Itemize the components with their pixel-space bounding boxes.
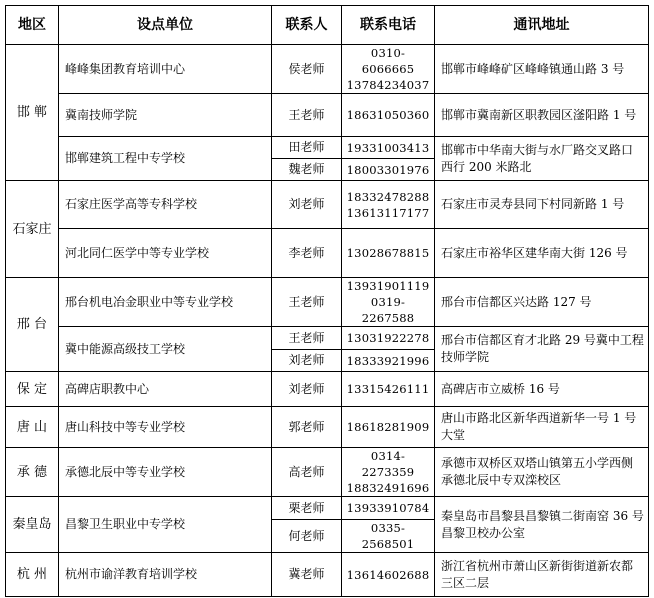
table-row (6, 137, 649, 159)
region-cell-chengde: 承 德 (6, 448, 59, 497)
unit-cell: 石家庄医学高等专科学校 (59, 181, 272, 229)
phone-cell (342, 45, 435, 94)
address-cell: 邯郸市峰峰矿区峰峰镇通山路 3 号 (435, 45, 649, 94)
unit-cell: 高碑店职教中心 (59, 372, 272, 407)
address-cell: 高碑店市立威桥 16 号 (435, 372, 649, 407)
address-cell: 承德市双桥区双塔山镇第五小学西侧承德北辰中专双滦校区 (435, 448, 649, 497)
contact-cell: 李老师 (272, 229, 342, 278)
address-cell: 邯郸市冀南新区职教园区滏阳路 1 号 (435, 94, 649, 137)
table-row (6, 372, 649, 407)
table-row (6, 448, 649, 497)
table-row (6, 407, 649, 448)
table-row (6, 229, 649, 278)
school-contact-table (5, 5, 649, 597)
unit-cell: 承德北辰中等专业学校 (59, 448, 272, 497)
contact-cell: 王老师 (272, 94, 342, 137)
phone-cell: 19331003413 (342, 137, 435, 159)
address-cell: 石家庄市灵寿县同下村同新路 1 号 (435, 181, 649, 229)
table-row (6, 327, 649, 350)
contact-cell: 王老师 (272, 327, 342, 350)
contact-cell: 刘老师 (272, 372, 342, 407)
header-unit: 设点单位 (59, 6, 272, 45)
contact-cell: 高老师 (272, 448, 342, 497)
region-cell-shijiazhuang: 石家庄 (6, 181, 59, 278)
phone-cell: 0335-2568501 (342, 520, 435, 553)
unit-cell: 邢台机电冶金职业中等专业学校 (59, 278, 272, 327)
unit-cell: 冀南技师学院 (59, 94, 272, 137)
contact-cell: 栗老师 (272, 497, 342, 520)
table-row (6, 553, 649, 597)
contact-cell: 侯老师 (272, 45, 342, 94)
unit-cell: 河北同仁医学中等专业学校 (59, 229, 272, 278)
unit-cell: 唐山科技中等专业学校 (59, 407, 272, 448)
phone-cell: 13933910784 (342, 497, 435, 520)
region-cell-handan: 邯 郸 (6, 45, 59, 181)
contact-cell: 刘老师 (272, 181, 342, 229)
contact-cell: 何老师 (272, 520, 342, 553)
contact-cell: 郭老师 (272, 407, 342, 448)
address-cell: 浙江省杭州市萧山区新街街道新农都三区二层 (435, 553, 649, 597)
phone-cell: 13614602688 (342, 553, 435, 597)
phone-number: 13784234037 (346, 78, 430, 92)
region-cell-tangshan: 唐 山 (6, 407, 59, 448)
phone-cell: 13315426111 (342, 372, 435, 407)
unit-cell: 峰峰集团教育培训中心 (59, 45, 272, 94)
phone-cell: 18631050360 (342, 94, 435, 137)
contact-cell: 魏老师 (272, 159, 342, 181)
contact-cell: 冀老师 (272, 553, 342, 597)
address-cell: 邢台市信都区兴达路 127 号 (435, 278, 649, 327)
unit-cell: 冀中能源高级技工学校 (59, 327, 272, 372)
phone-number: 18332478288 (346, 189, 430, 204)
phone-cell: 13028678815 (342, 229, 435, 278)
phone-number: 18832491696 (346, 481, 430, 495)
school-contact-table-wrapper (5, 5, 649, 597)
table-row (6, 497, 649, 520)
header-row (6, 6, 649, 45)
header-address: 通讯地址 (435, 6, 649, 45)
contact-cell: 王老师 (272, 278, 342, 327)
phone-cell: 18003301976 (342, 159, 435, 181)
address-cell: 石家庄市裕华区建华南大街 126 号 (435, 229, 649, 278)
phone-cell: 18333921996 (342, 350, 435, 372)
table-row (6, 94, 649, 137)
region-cell-xingtai: 邢 台 (6, 278, 59, 372)
region-cell-qinhuangdao: 秦皇岛 (6, 497, 59, 553)
phone-cell: 18618281909 (342, 407, 435, 448)
phone-cell (342, 181, 435, 229)
unit-cell: 昌黎卫生职业中专学校 (59, 497, 272, 553)
address-cell: 邯郸市中华南大街与水厂路交叉路口西行 200 米路北 (435, 137, 649, 181)
contact-cell: 田老师 (272, 137, 342, 159)
phone-cell (342, 448, 435, 497)
contact-cell: 刘老师 (272, 350, 342, 372)
header-phone: 联系电话 (342, 6, 435, 45)
phone-number: 0310-6066665 (361, 46, 415, 76)
address-cell: 秦皇岛市昌黎县昌黎镇二街南窑 36 号昌黎卫校办公室 (435, 497, 649, 553)
phone-number: 13931901119 (346, 279, 430, 293)
unit-cell: 杭州市谕洋教育培训学校 (59, 553, 272, 597)
region-cell-baoding: 保 定 (6, 372, 59, 407)
region-cell-hangzhou: 杭 州 (6, 553, 59, 597)
address-cell: 唐山市路北区新华西道新华一号 1 号大堂 (435, 407, 649, 448)
header-region: 地区 (6, 6, 59, 45)
table-row (6, 181, 649, 229)
phone-cell: 13031922278 (342, 327, 435, 350)
unit-cell: 邯郸建筑工程中专学校 (59, 137, 272, 181)
table-row (6, 45, 649, 94)
address-cell: 邢台市信都区育才北路 29 号冀中工程技师学院 (435, 327, 649, 372)
phone-cell (342, 278, 435, 327)
header-contact: 联系人 (272, 6, 342, 45)
phone-number: 0314-2273359 (361, 449, 415, 479)
phone-number: 13613117177 (346, 205, 430, 220)
table-row (6, 278, 649, 327)
phone-number: 0319-2267588 (361, 295, 415, 325)
